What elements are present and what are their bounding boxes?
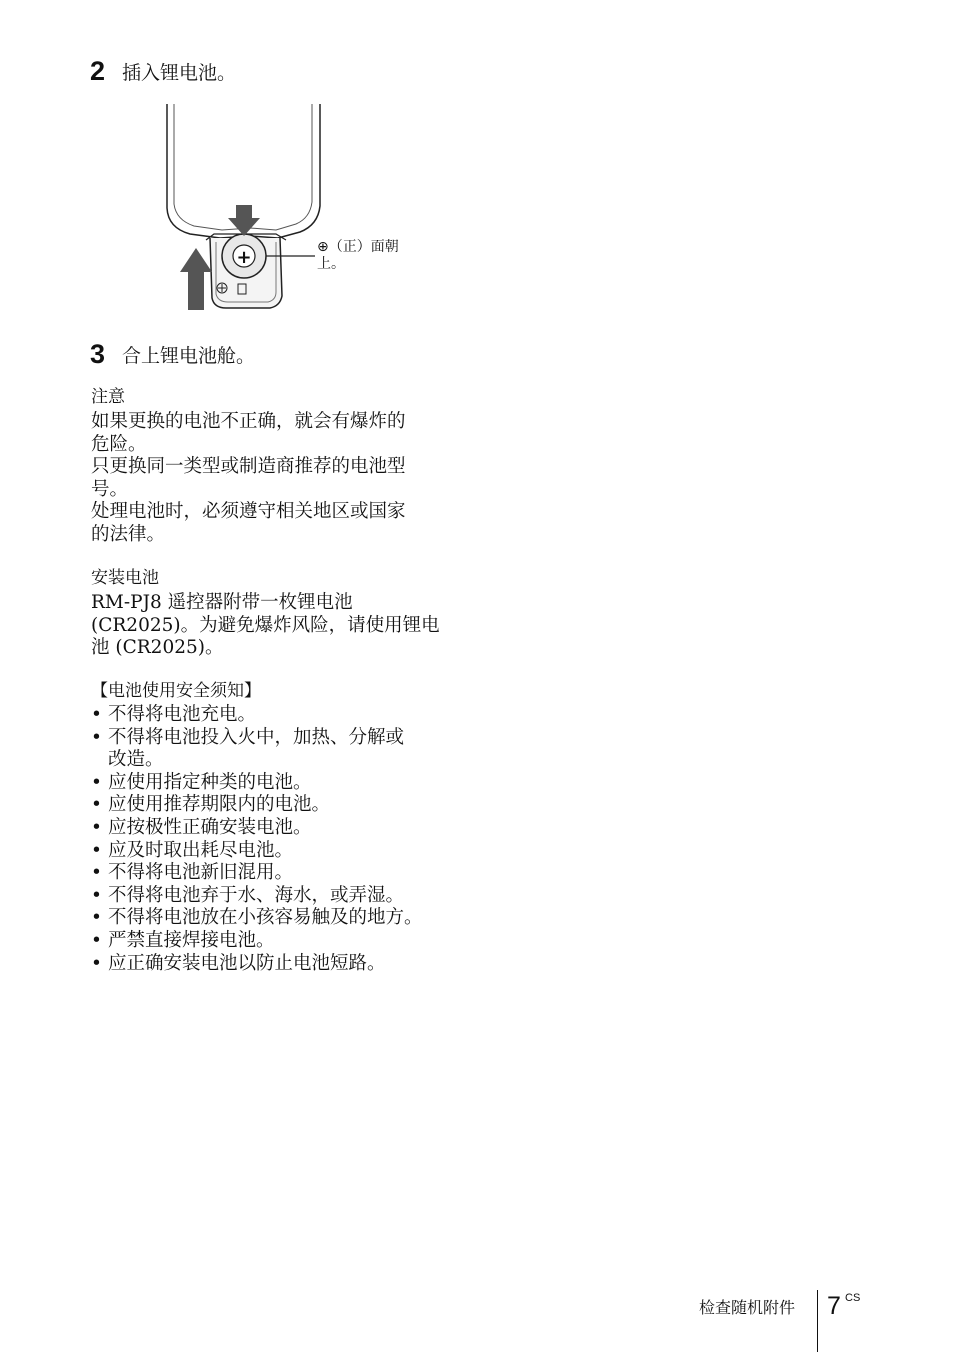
install-title: 安装电池 bbox=[91, 568, 159, 588]
list-item: • 应及时取出耗尽电池。 bbox=[91, 840, 423, 863]
footer-divider bbox=[817, 1290, 818, 1352]
footer-section-title: 检查随机附件 bbox=[699, 1298, 796, 1317]
safety-title: 【电池使用安全须知】 bbox=[91, 681, 261, 701]
battery-plus-mark: + bbox=[236, 247, 252, 268]
list-item: • 应使用指定种类的电池。 bbox=[91, 772, 423, 795]
up-arrow-icon bbox=[180, 248, 212, 310]
battery-insert-illustration bbox=[150, 100, 440, 315]
safety-list bbox=[91, 704, 423, 975]
list-item: • 严禁直接焊接电池。 bbox=[91, 930, 423, 953]
install-text: RM-PJ8 遥控器附带一枚锂电池 (CR2025)。为避免爆炸风险，请使用锂电 池 (CR2025)。 bbox=[91, 592, 440, 659]
page-number: 7 bbox=[827, 1292, 841, 1320]
polarity-callout: ⊕（正）面朝 上。 bbox=[317, 239, 399, 272]
list-item: • 不得将电池新旧混用。 bbox=[91, 862, 423, 885]
list-item: • 应按极性正确安装电池。 bbox=[91, 817, 423, 840]
caution-text: 如果更换的电池不正确，就会有爆炸的 危险。 只更换同一类型或制造商推荐的电池型 号。 处理电池时，必须遵守相关地区或国家 的法律。 bbox=[91, 411, 406, 545]
list-item: • 应正确安装电池以防止电池短路。 bbox=[91, 953, 423, 976]
step-2-number: 2 bbox=[90, 56, 106, 86]
step-3-text: 合上锂电池舱。 bbox=[122, 345, 256, 367]
down-arrow-icon bbox=[228, 205, 260, 236]
list-item: • 应使用推荐期限内的电池。 bbox=[91, 794, 423, 817]
page-language-code: CS bbox=[845, 1292, 861, 1304]
step-2-text: 插入锂电池。 bbox=[122, 62, 237, 84]
list-item: • 不得将电池放在小孩容易触及的地方。 bbox=[91, 907, 423, 930]
list-item: • 不得将电池弃于水、海水，或弄湿。 bbox=[91, 885, 423, 908]
step-3-number: 3 bbox=[90, 339, 106, 369]
list-item: • 不得将电池投入火中，加热、分解或 改造。 bbox=[91, 727, 423, 772]
caution-title: 注意 bbox=[91, 387, 125, 407]
list-item: • 不得将电池充电。 bbox=[91, 704, 423, 727]
